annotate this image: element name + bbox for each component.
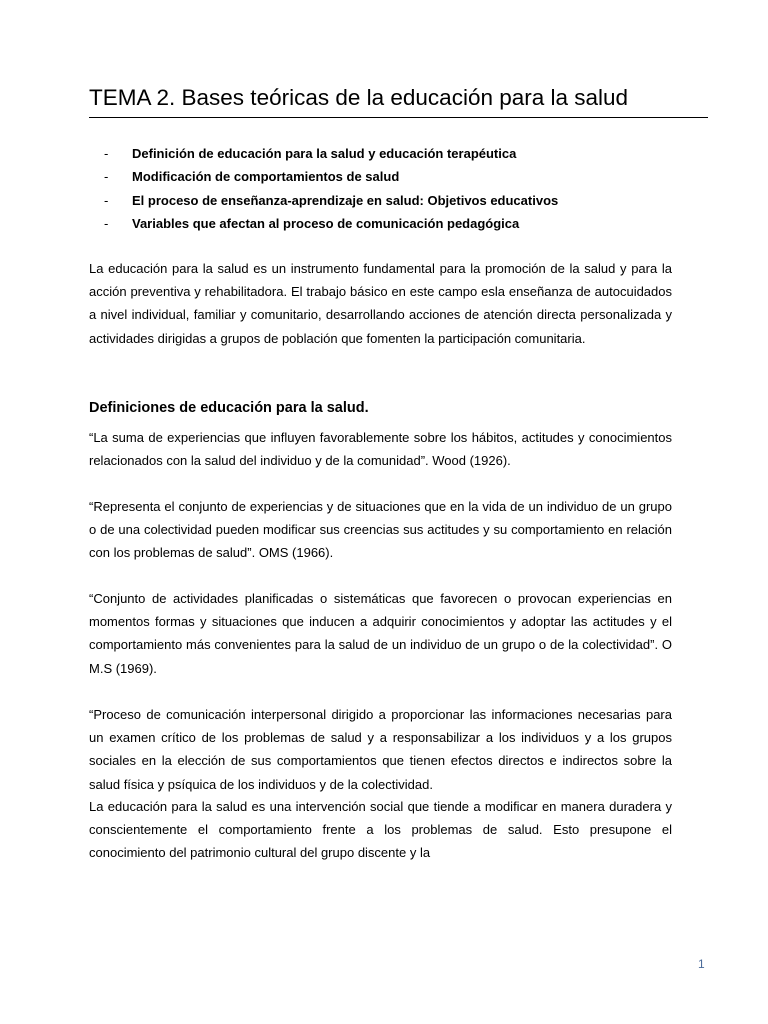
list-item — [104, 212, 558, 235]
definition-paragraph: “Proceso de comunicación interpersonal dirigido a proporcionar las informaciones necesarias para un examen crítico de los problemas de salud y a responsabilizar a los individuos y a los grupos sociales en la elección de sus comportamientos que tienen efectos directos e indirectos sobre la salud física y psíquica de los individuos y de la colectividad. — [89, 707, 672, 792]
page-title: TEMA 2. Bases teóricas de la educación para la salud — [89, 84, 708, 118]
list-item — [104, 189, 558, 212]
definition-paragraph: “La suma de experiencias que influyen favorablemente sobre los hábitos, actitudes y conocimientos relacionados con la salud del individuo y de la comunidad”. Wood (1926). — [89, 430, 672, 469]
bullet-dash: - — [104, 192, 109, 208]
topic-text: Definición de educación para la salud y educación terapéutica — [132, 146, 517, 161]
topic-text: El proceso de enseñanza-aprendizaje en salud: Objetivos educativos — [132, 192, 559, 208]
topic-text: Modificación de comportamientos de salud — [132, 169, 400, 185]
list-item — [104, 142, 558, 165]
list-item — [104, 165, 558, 188]
intro-paragraph: La educación para la salud es un instrumento fundamental para la promoción de la salud y para la acción preventiva y rehabilitadora. El trabajo básico en este campo esla enseñanza de autocuidados a nivel individual, familiar y comunitario, desarrollando acciones de atención directa personalizada y actividades dirigidas a grupos de población que fomenten la participación comunitaria. — [89, 261, 672, 346]
bullet-dash: - — [104, 215, 109, 231]
bullet-dash: - — [104, 146, 109, 161]
body-paragraph: La educación para la salud es una intervención social que tiende a modificar en manera duradera y conscientemente el comportamiento frente a los problemas de salud. Esto presupone el conocimiento del patrimonio cultural del grupo discente y la — [89, 799, 672, 861]
topic-list — [104, 142, 558, 235]
definition-paragraph: “Representa el conjunto de experiencias y de situaciones que en la vida de un individuo de un grupo o de una colectividad pueden modificar sus creencias sus actitudes y su comportamiento en relación con los problemas de salud”. OMS (1966). — [89, 499, 672, 561]
bullet-dash: - — [104, 169, 109, 185]
topic-text: Variables que afectan al proceso de comunicación pedagógica — [132, 215, 520, 231]
section-heading: Definiciones de educación para la salud. — [89, 400, 369, 416]
page-number: 1 — [698, 957, 705, 971]
definition-paragraph: “Conjunto de actividades planificadas o sistemáticas que favorecen o provocan experiencias en momentos formas y situaciones que inducen a adquirir conocimientos y adoptar las actitudes y el comportamiento más convenientes para la salud de un individuo de un grupo o de la colectividad”. O M.S (1969). — [89, 591, 672, 676]
